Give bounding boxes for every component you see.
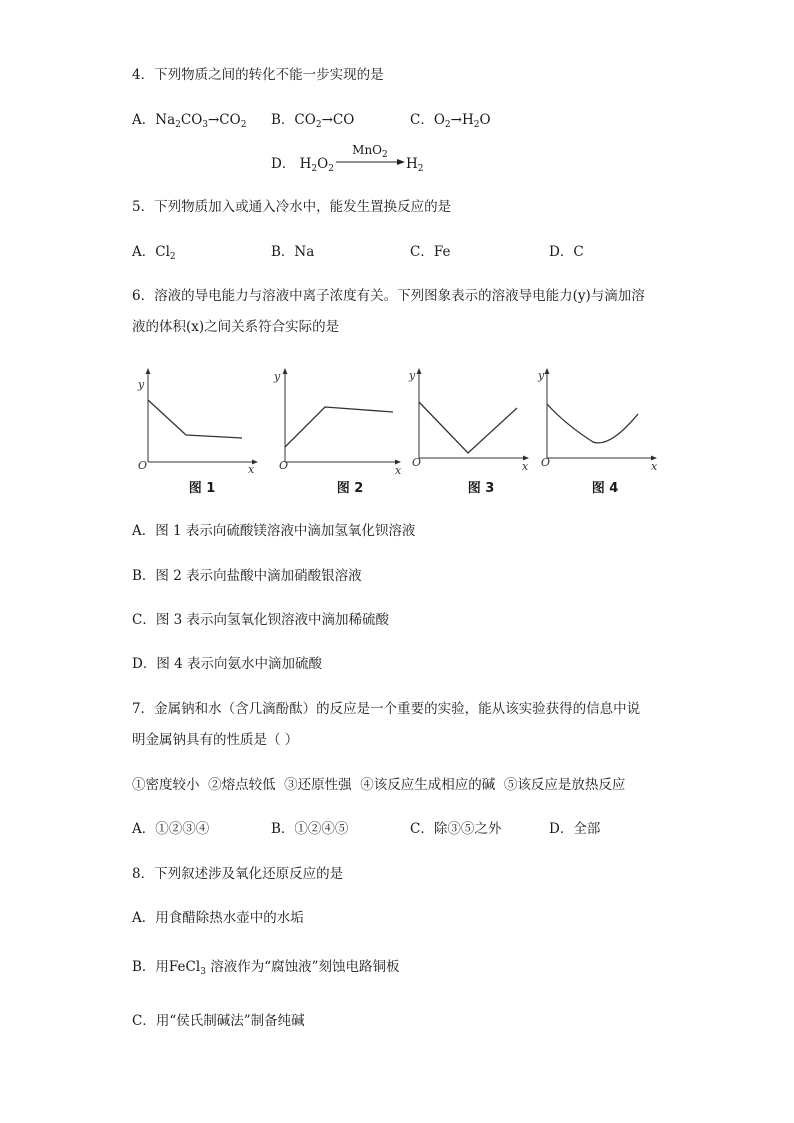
- q5-stem: 5．下列物质加入或通入冷水中，能发生置换反应的是: [132, 199, 452, 215]
- q6-stem-line1: 6．溶液的导电能力与溶液中离子浓度有关。下列图象表示的溶液导电能力(y)与滴加溶: [132, 288, 645, 304]
- figure-1-origin: O: [138, 459, 148, 472]
- q6-option-a: A．图 1 表示向硫酸镁溶液中滴加氢氧化钡溶液: [132, 523, 416, 539]
- q7-option-a: A．①②③④: [132, 821, 210, 837]
- q4-option-a: A．$Na_2CO_3\to CO_2$: [132, 112, 247, 130]
- figure-2-curve: [285, 407, 393, 447]
- figure-4-y-label: y: [538, 369, 545, 382]
- q6-option-b: B．图 2 表示向盐酸中滴加硝酸银溶液: [132, 568, 362, 584]
- figure-1-graph: [132, 362, 262, 474]
- figure-2-caption: 图 2: [336, 481, 364, 496]
- figure-2-x-label: x: [395, 464, 402, 474]
- figure-2-graph: [271, 362, 406, 474]
- q7-option-d: D．全部: [549, 821, 601, 837]
- q7-facts: ①密度较小 ②熔点较低 ③还原性强 ④该反应生成相应的碱 ⑤该反应是放热反应: [132, 777, 626, 793]
- figure-1-curve: [148, 400, 242, 438]
- figure-1-y-label: y: [138, 378, 145, 391]
- figure-2-y-label: y: [274, 370, 281, 383]
- arrow-icon: [335, 158, 405, 166]
- q5-option-a: A．$Cl_2$: [132, 244, 176, 262]
- q5-option-c: C．Fe: [410, 244, 451, 260]
- q7-option-c: C．除③⑤之外: [410, 821, 502, 837]
- figure-4-x-label: x: [651, 460, 658, 473]
- figure-3-origin: O: [412, 456, 422, 469]
- figure-3-curve: [419, 402, 517, 453]
- q8-option-c: C．用“侯氏制碱法”制备纯碱: [132, 1013, 305, 1029]
- q4-option-b: B．$CO_2\to CO$: [271, 112, 355, 130]
- figure-3-x-label: x: [522, 460, 529, 473]
- figure-4-caption: 图 4: [591, 481, 619, 496]
- figure-1-x-label: x: [248, 463, 255, 474]
- figure-3-caption: 图 3: [467, 481, 495, 496]
- figure-3-y-label: y: [409, 369, 416, 382]
- q5-option-d: D．C: [549, 244, 584, 260]
- figure-2-origin: O: [279, 459, 289, 472]
- q6-option-d: D．图 4 表示向氨水中滴加硫酸: [132, 656, 322, 672]
- q4-stem: 4．下列物质之间的转化不能一步实现的是: [132, 67, 384, 83]
- q8-stem: 8．下列叙述涉及氧化还原反应的是: [132, 866, 344, 882]
- q6-stem-line2: 液的体积(x)之间关系符合实际的是: [132, 319, 340, 335]
- figure-4-curve: [547, 404, 638, 443]
- figure-1-caption: 图 1: [188, 481, 216, 496]
- q5-option-b: B．Na: [271, 244, 315, 260]
- q7-stem-line1: 7．金属钠和水（含几滴酚酞）的反应是一个重要的实验，能从该实验获得的信息中说: [132, 701, 641, 717]
- q6-option-c: C．图 3 表示向氢氧化钡溶液中滴加稀硫酸: [132, 612, 390, 628]
- figure-4-graph: [535, 362, 665, 474]
- figure-4-origin: O: [541, 456, 551, 469]
- reaction-arrow: MnO$_2$: [335, 150, 405, 170]
- q8-option-b: B．用FeCl$_3$ 溶液作为“腐蚀液”刻蚀电路铜板: [132, 959, 400, 977]
- q4-option-d: D． $H_2O_2$ MnO$_2$ $H_2$: [271, 143, 424, 174]
- figure-3-graph: [405, 362, 535, 474]
- q4-option-c: C．$O_2\to H_2O$: [410, 112, 491, 130]
- q7-stem-line2: 明金属钠具有的性质是（ ）: [132, 732, 299, 748]
- q7-option-b: B．①②④⑤: [271, 821, 349, 837]
- q8-option-a: A．用食醋除热水壶中的水垢: [132, 910, 304, 926]
